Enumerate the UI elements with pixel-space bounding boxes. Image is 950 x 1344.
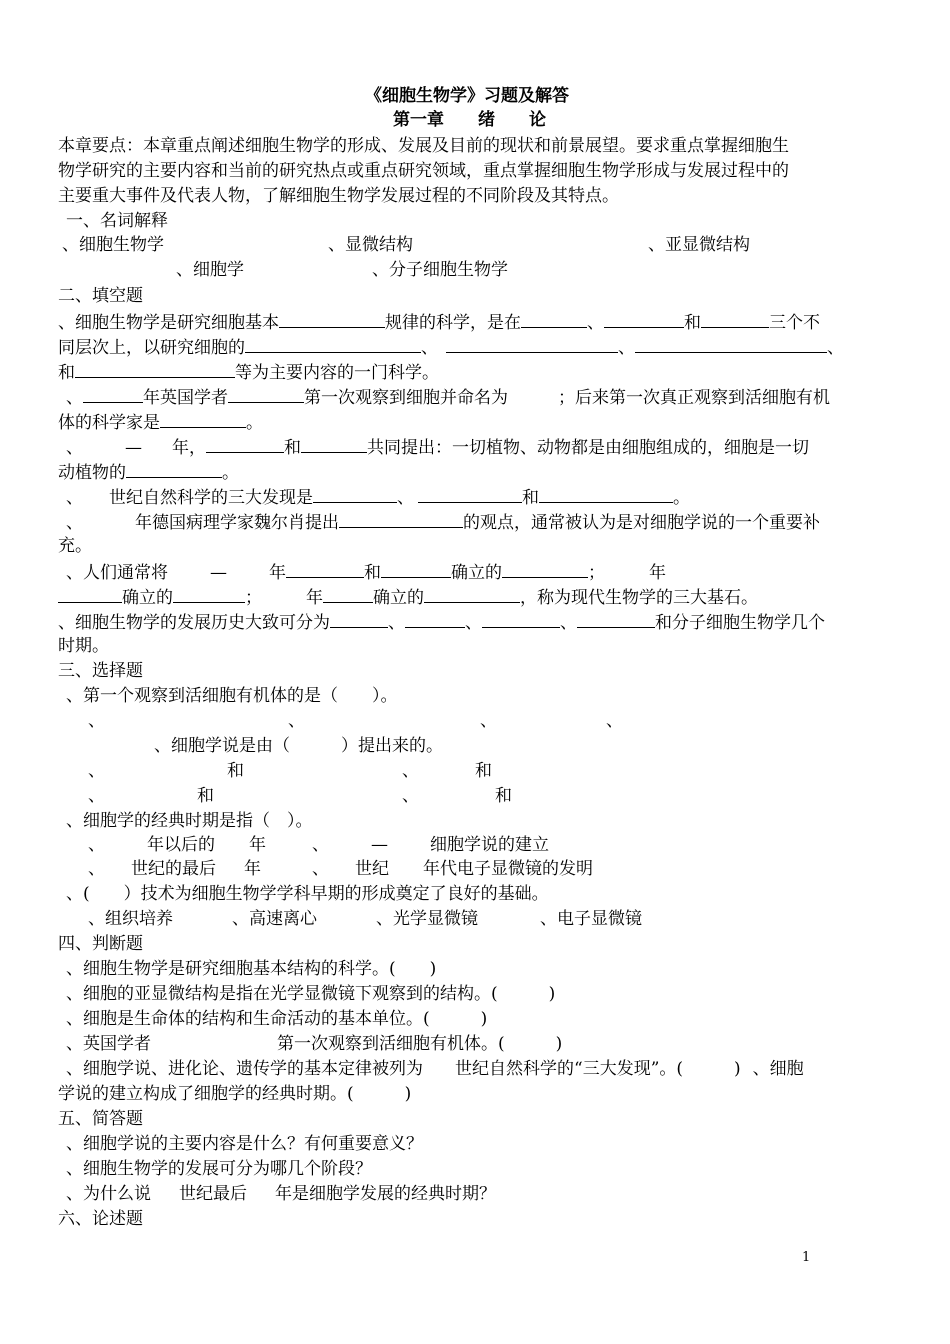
answer-blank[interactable]	[424, 584, 520, 603]
option-prefix: 、	[312, 859, 329, 879]
answer-blank[interactable]	[701, 309, 769, 328]
term-2: 、显微结构	[328, 235, 413, 255]
answer-blank[interactable]	[339, 509, 463, 528]
answer-blank[interactable]	[245, 334, 421, 353]
judge-q3: 、细胞是生命体的结构和生命活动的基本单位。( )	[66, 1009, 488, 1029]
judge-q2: 、细胞的亚显微结构是指在光学显微镜下观察到的结构。( )	[66, 984, 556, 1004]
choice-q4: 、( ）技术为细胞生物学学科早期的形成奠定了良好的基础。	[66, 884, 549, 904]
option-prefix: 、	[88, 835, 105, 855]
choice-q4-option-d[interactable]: 、电子显微镜	[540, 909, 642, 929]
answer-blank[interactable]	[577, 609, 655, 628]
option-prefix: 、	[88, 859, 105, 879]
fill-q6-line-1	[58, 559, 892, 583]
option-prefix: 、	[88, 786, 105, 806]
short-q3-text-b: 世纪最后	[179, 1184, 247, 1204]
choice-q1-option-a[interactable]: 、	[88, 711, 105, 731]
answer-blank[interactable]	[228, 384, 304, 403]
short-q3-text-a: 、为什么说	[66, 1184, 151, 1204]
document-title: 《细胞生物学》习题及解答	[365, 86, 569, 106]
q1-text-j: 和	[58, 363, 75, 383]
option-text: 年	[249, 835, 266, 855]
answer-blank[interactable]	[58, 584, 122, 603]
fill-q3-line-2	[58, 459, 892, 483]
q1-text-e: 三个不	[769, 313, 820, 333]
choice-q4-option-b[interactable]: 、高速离心	[232, 909, 317, 929]
fill-q7-line-2: 时期。	[58, 636, 109, 656]
q6-text-f: ；	[588, 563, 605, 583]
section-heading-fill: 二、填空题	[58, 286, 143, 306]
short-q1: 、细胞学说的主要内容是什么？有何重要意义？	[66, 1134, 423, 1154]
q2-text-e: 体的科学家是	[58, 413, 160, 433]
q4-text-b: 世纪自然科学的三大发现是	[109, 488, 313, 508]
short-q3	[66, 1182, 892, 1206]
option-text: 世纪	[355, 859, 389, 879]
term-1: 、细胞生物学	[62, 235, 164, 255]
option-text: 细胞学说的建立	[430, 835, 549, 855]
q6-text-i: ；	[245, 588, 262, 608]
q6-text-c: 年	[269, 563, 286, 583]
choice-q2-option-d[interactable]	[402, 784, 892, 808]
answer-blank[interactable]	[446, 334, 618, 353]
q5-text-c: 的观点，通常被认为是对细胞学说的一个重要补	[463, 513, 820, 533]
q4-text-c: 、	[397, 488, 414, 508]
chapter-title: 第一章 绪 论	[393, 110, 546, 130]
answer-blank[interactable]	[521, 309, 587, 328]
section-heading-short: 五、简答题	[58, 1109, 143, 1129]
q6-text-b: —	[210, 563, 227, 583]
fill-q5-line-1	[58, 509, 892, 533]
q3-text-f: 动植物的	[58, 463, 126, 483]
fill-q6-line-2	[58, 584, 892, 608]
section-heading-essay: 六、论述题	[58, 1209, 143, 1229]
q6-text-j: 年	[306, 588, 323, 608]
q1-text-a: 、细胞生物学是研究细胞基本	[58, 313, 279, 333]
q2-text-d: ；后来第一次真正观察到活细胞有机	[558, 388, 830, 408]
fill-q2-line-2	[58, 409, 892, 433]
choice-q2: 、细胞学说是由（ ）提出来的。	[154, 736, 443, 756]
q1-text-h: 、	[618, 338, 635, 358]
fill-q5-line-2: 充。	[58, 536, 92, 556]
q3-text-d: 和	[284, 438, 301, 458]
intro-line-1: 本章要点：本章重点阐述细胞生物学的形成、发展及目前的现状和前景展望。要求重点掌握细胞生	[58, 136, 789, 156]
option-text: 年以后的	[147, 835, 215, 855]
q6-text-d: 和	[364, 563, 381, 583]
q2-text-b: 年英国学者	[143, 388, 228, 408]
answer-blank[interactable]	[83, 384, 143, 403]
q4-text-d: 和	[522, 488, 539, 508]
intro-line-2: 物学研究的主要内容和当前的研究热点或重点研究领域，重点掌握细胞生物学形成与发展过程中的	[58, 161, 789, 181]
fill-q1-line-2	[58, 334, 892, 358]
option-text: 年	[244, 859, 261, 879]
answer-blank[interactable]	[313, 484, 397, 503]
judge-q5-text-a: 、细胞学说、进化论、遗传学的基本定律被列为	[66, 1059, 423, 1079]
q6-text-l: ，称为现代生物学的三大基石。	[520, 588, 758, 608]
q5-text-a: 、	[66, 513, 83, 533]
option-prefix: 、	[312, 835, 329, 855]
q1-text-f: 同层次上，以研究细胞的	[58, 338, 245, 358]
q3-text-a: 、	[66, 438, 83, 458]
judge-q5-line-1	[66, 1057, 892, 1081]
choice-q4-option-c[interactable]: 、光学显微镜	[376, 909, 478, 929]
q3-text-g: 。	[222, 463, 239, 483]
answer-blank[interactable]	[75, 359, 235, 378]
term-5: 、分子细胞生物学	[372, 260, 508, 280]
choice-q1-option-d[interactable]: 、	[606, 711, 623, 731]
judge-q6-text-a: 、细胞	[752, 1059, 804, 1079]
short-q3-text-c: 年是细胞学发展的经典时期？	[275, 1184, 496, 1204]
q1-text-g: 、	[421, 338, 438, 358]
q1-text-c: 、	[587, 313, 604, 333]
answer-blank[interactable]	[173, 584, 245, 603]
section-heading-judge: 四、判断题	[58, 934, 143, 954]
q2-text-c: 第一次观察到细胞并命名为	[304, 388, 508, 408]
q6-text-a: 、人们通常将	[66, 563, 168, 583]
choice-q2-option-b[interactable]	[402, 759, 892, 783]
section-heading-terms: 一、名词解释	[66, 211, 168, 231]
choice-q1-option-c[interactable]: 、	[480, 711, 497, 731]
judge-q4	[66, 1032, 892, 1056]
page-number: 1	[802, 1250, 811, 1265]
q2-text-a: 、	[66, 388, 83, 408]
option-and: 和	[197, 786, 214, 806]
fill-q4	[58, 484, 892, 508]
choice-q3: 、细胞学的经典时期是指（ ）。	[66, 811, 313, 831]
answer-blank[interactable]	[206, 434, 284, 453]
answer-blank[interactable]	[635, 334, 827, 353]
q7-text-b: 、	[388, 613, 405, 633]
q3-text-b: —	[125, 438, 142, 458]
option-text: —	[371, 835, 388, 855]
answer-blank[interactable]	[604, 309, 684, 328]
answer-blank[interactable]	[482, 609, 560, 628]
section-heading-choice: 三、选择题	[58, 661, 143, 681]
answer-blank[interactable]	[126, 459, 222, 478]
q1-text-b: 规律的科学，是在	[385, 313, 521, 333]
answer-blank[interactable]	[286, 559, 364, 578]
choice-q3-option-b[interactable]	[312, 833, 892, 857]
option-text: 年代电子显微镜的发明	[423, 859, 593, 879]
q4-text-e: 。	[673, 488, 690, 508]
answer-blank[interactable]	[330, 609, 388, 628]
q1-text-d: 和	[684, 313, 701, 333]
intro-line-3: 主要重大事件及代表人物，了解细胞生物学发展过程的不同阶段及其特点。	[58, 186, 619, 206]
judge-q4-text-b: 第一次观察到活细胞有机体。( )	[277, 1034, 563, 1054]
answer-blank[interactable]	[539, 484, 673, 503]
q1-text-k: 等为主要内容的一门科学。	[235, 363, 439, 383]
term-3: 、亚显微结构	[648, 235, 750, 255]
judge-q1: 、细胞生物学是研究细胞基本结构的科学。( )	[66, 959, 437, 979]
choice-q1-option-b[interactable]: 、	[288, 711, 305, 731]
q6-text-e: 确立的	[451, 563, 502, 583]
q6-text-h: 确立的	[122, 588, 173, 608]
q2-text-f: 。	[246, 413, 263, 433]
q5-text-b: 年德国病理学家魏尔肖提出	[135, 513, 339, 533]
judge-q5-text-b: 世纪自然科学的“三大发现”。( )	[455, 1059, 741, 1079]
choice-q3-option-d[interactable]	[312, 857, 892, 881]
q3-text-e: 共同提出：一切植物、动物都是由细胞组成的，细胞是一切	[367, 438, 809, 458]
answer-blank[interactable]	[279, 309, 385, 328]
option-and: 和	[475, 761, 492, 781]
fill-q1-line-3	[58, 359, 892, 383]
q7-text-e: 和分子细胞生物学几个	[655, 613, 825, 633]
term-4: 、细胞学	[176, 260, 244, 280]
option-text: 世纪的最后	[131, 859, 216, 879]
fill-q3-line-1	[58, 434, 892, 458]
q3-text-c: 年，	[172, 438, 206, 458]
q7-text-c: 、	[465, 613, 482, 633]
choice-q4-option-a[interactable]: 、组织培养	[88, 909, 173, 929]
answer-blank[interactable]	[502, 559, 588, 578]
judge-q4-text-a: 、英国学者	[66, 1034, 151, 1054]
q1-text-i: 、	[827, 338, 844, 358]
option-prefix: 、	[402, 761, 419, 781]
answer-blank[interactable]	[381, 559, 451, 578]
fill-q1-line-1	[58, 309, 892, 333]
q7-text-a: 、细胞生物学的发展历史大致可分为	[58, 613, 330, 633]
answer-blank[interactable]	[405, 609, 465, 628]
judge-q6-line-2: 学说的建立构成了细胞学的经典时期。( )	[58, 1084, 412, 1104]
q6-text-g: 年	[649, 563, 666, 583]
short-q2: 、细胞生物学的发展可分为哪几个阶段？	[66, 1159, 372, 1179]
q4-text-a: 、	[66, 488, 83, 508]
option-and: 和	[495, 786, 512, 806]
answer-blank[interactable]	[323, 584, 373, 603]
fill-q2-line-1	[58, 384, 892, 408]
q6-text-k: 确立的	[373, 588, 424, 608]
option-prefix: 、	[402, 786, 419, 806]
choice-q1: 、第一个观察到活细胞有机体的是（ ）。	[66, 686, 398, 706]
q7-text-d: 、	[560, 613, 577, 633]
answer-blank[interactable]	[418, 484, 522, 503]
option-and: 和	[227, 761, 244, 781]
fill-q7-line-1	[58, 609, 892, 633]
answer-blank[interactable]	[301, 434, 367, 453]
option-prefix: 、	[88, 761, 105, 781]
answer-blank[interactable]	[160, 409, 246, 428]
